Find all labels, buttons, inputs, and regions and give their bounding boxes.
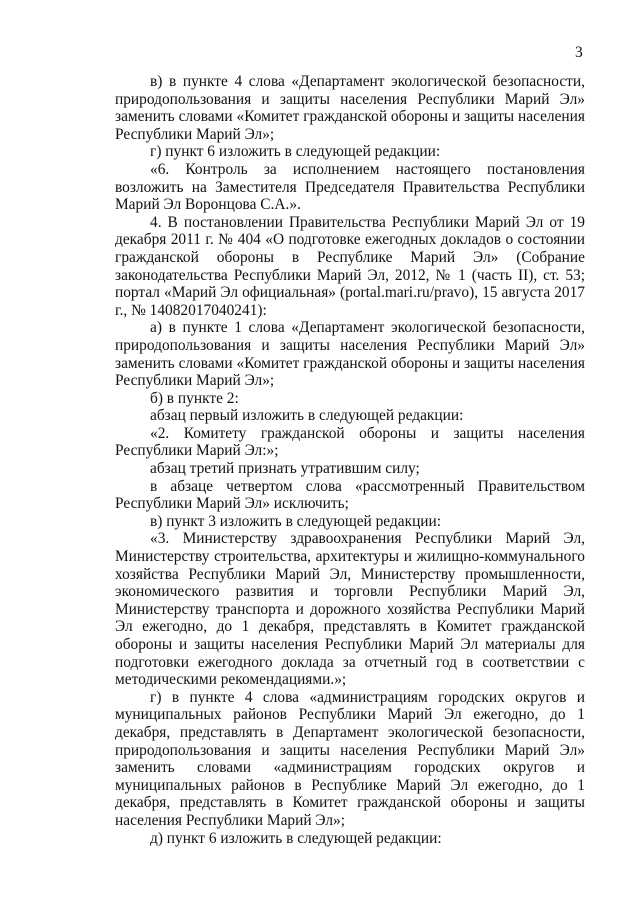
paragraph-section-4: 4. В постановлении Правительства Республики Марий Эл от 19 декабря 2011 г. № 404 «О подготовке ежегодных докладов о состоянии гражданской обороны в Республике Марий Эл» (Собрание законодательства Республики Марий Эл, 2012, № 1 (часть II), ст. 53; портал «Марий Эл официальная» (portal.mari.ru/pravo), 15 августа 2017 г., № 14082017040241):: [115, 213, 585, 319]
document-body: [115, 73, 585, 847]
paragraph-point-6-text: «6. Контроль за исполнением настоящего постановления возложить на Заместителя Председателя Правительства Республики Марий Эл Воронцова С.А.».: [115, 160, 585, 214]
paragraph-amendment-v-point-4: в) в пункте 4 слова «Департамент экологической безопасности, природопользования и защиты населения Республики Марий Эл» заменить словами «Комитет гражданской обороны и защиты населения Республики Марий Эл»;: [115, 73, 585, 143]
paragraph-amendment-g-point-6: г) пункт 6 изложить в следующей редакции:: [150, 143, 441, 161]
paragraph-amendment-d-point-6: д) пункт 6 изложить в следующей редакции:: [150, 829, 442, 847]
paragraph-point-3-text: «3. Министерству здравоохранения Республики Марий Эл, Министерству строительства, архитектуры и жилищно-коммунального хозяйства Республики Марий Эл, Министерству промышленности, экономического развития и торговли Республики Марий Эл, Министерству транспорта и дорожного хозяйства Республики Марий Эл ежегодно, до 1 декабря, представлять в Комитет гражданской обороны и защиты населения Республики Марий Эл материалы для подготовки ежегодного доклада за отчетный год в соответствии с методическими рекомендациями.»;: [115, 530, 585, 689]
paragraph-amendment-v-point-3: в) пункт 3 изложить в следующей редакции:: [150, 512, 442, 530]
page-number: 3: [575, 44, 583, 61]
paragraph-fourth-paragraph-exclusion: в абзаце четвертом слова «рассмотренный Правительством Республики Марий Эл» исключить;: [115, 477, 585, 513]
paragraph-amendment-b-point-2: б) в пункте 2:: [150, 389, 239, 407]
paragraph-amendment-g-point-4: г) в пункте 4 слова «администрациям городских округов и муниципальных районов Республики Марий Эл ежегодно, до 1 декабря, представлять в Департамент экологической безопасности, природопользования и защиты населения Республики Марий Эл» заменить словами «администрациям городских округов и муниципальных районов в Республике Марий Эл ежегодно, до 1 декабря, представлять в Комитет гражданской обороны и защиты населения Республики Марий Эл»;: [115, 688, 585, 829]
paragraph-amendment-a-point-1: а) в пункте 1 слова «Департамент экологической безопасности, природопользования и защиты населения Республики Марий Эл» заменить словами «Комитет гражданской обороны и защиты населения Республики Марий Эл»;: [115, 319, 585, 390]
paragraph-third-paragraph-void: абзац третий признать утратившим силу;: [150, 460, 420, 478]
paragraph-first-paragraph-wording: абзац первый изложить в следующей редакции:: [150, 407, 464, 425]
paragraph-point-2-text: «2. Комитету гражданской обороны и защиты населения Республики Марий Эл:»;: [115, 424, 585, 460]
